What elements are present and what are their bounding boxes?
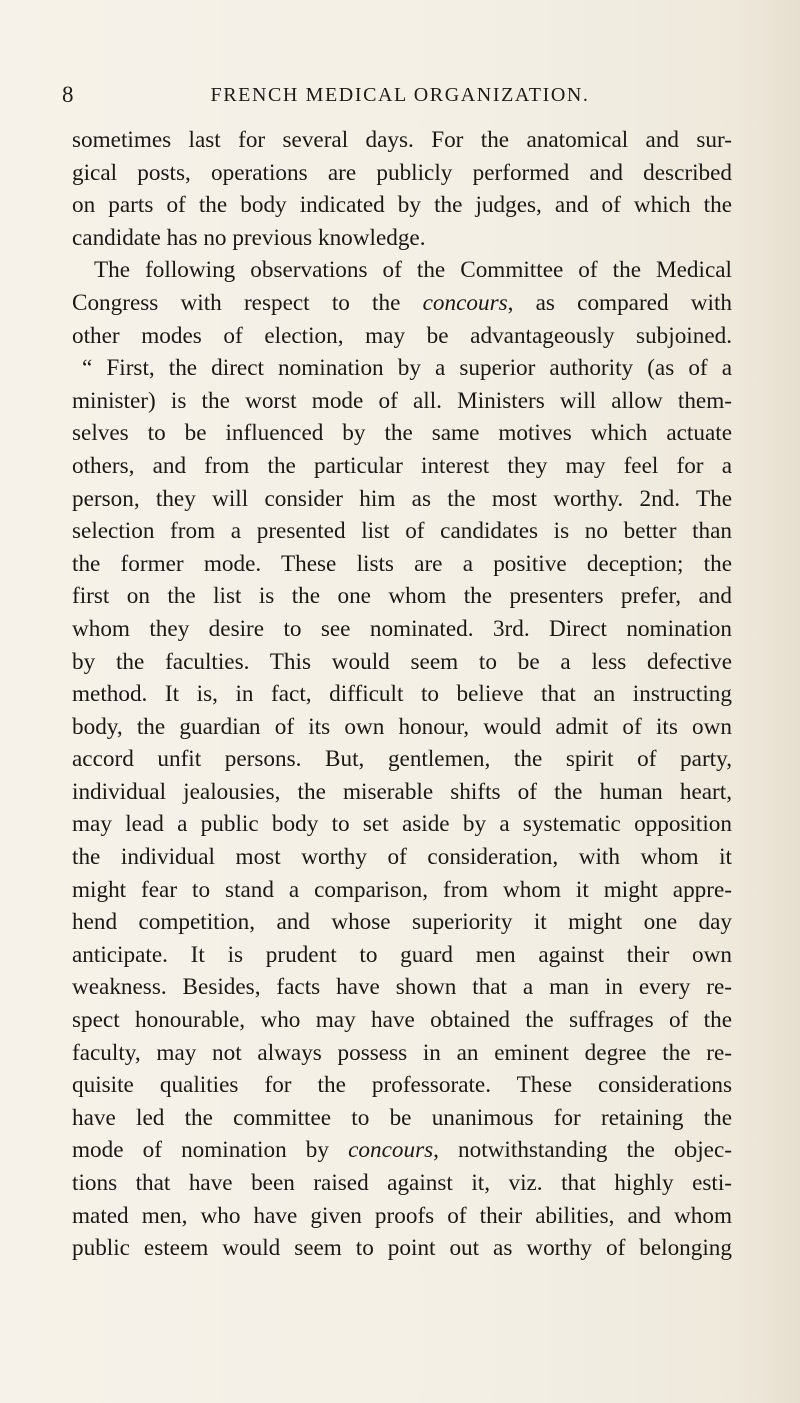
- text-line: [72, 287, 732, 320]
- text-line: may lead a public body to set aside by a systematic opposition: [72, 811, 732, 838]
- text-line: selection from a presented list of candidates is no better than: [72, 518, 732, 545]
- text-line: the individual most worthy of consideration, with whom it: [72, 844, 732, 871]
- text-line: other modes of election, may be advantageously subjoined.: [72, 322, 732, 349]
- text-segment: mode of nomination by: [72, 1137, 329, 1164]
- text-line: others, and from the particular interest they may feel for a: [72, 452, 732, 479]
- text-line: have led the committee to be unanimous for retaining the: [72, 1104, 732, 1131]
- text-line: sometimes last for several days. For the anatomical and sur-: [72, 127, 732, 153]
- text-line: first on the list is the one whom the presenters prefer, and: [72, 583, 732, 610]
- text-segment: , notwithstanding the objec-: [433, 1137, 732, 1164]
- text-segment: Congress with respect to the: [72, 289, 401, 316]
- text-line: tions that have been raised against it, viz. that highly esti-: [72, 1170, 732, 1196]
- text-line: weakness. Besides, facts have shown that a man in every re-: [72, 974, 732, 1001]
- text-line: faculty, may not always possess in an eminent degree the re-: [72, 1039, 732, 1066]
- text-line: person, they will consider him as the most worthy. 2nd. The: [72, 485, 732, 512]
- body-text: [72, 124, 732, 1265]
- page-header: [60, 80, 740, 114]
- text-segment: , as compared with: [507, 289, 733, 316]
- text-line: selves to be influenced by the same motives which actuate: [72, 420, 732, 447]
- text-line: spect honourable, who may have obtained the suffrages of the: [72, 1007, 732, 1034]
- text-line: gical posts, operations are publicly performed and described: [72, 159, 732, 186]
- text-line: individual jealousies, the miserable shifts of the human heart,: [72, 778, 732, 805]
- text-line: minister) is the worst mode of all. Ministers will allow them-: [72, 387, 732, 414]
- text-line: on parts of the body indicated by the judges, and of which the: [72, 192, 732, 219]
- text-line: accord unfit persons. But, gentlemen, the spirit of party,: [72, 746, 732, 773]
- text-line: public esteem would seem to point out as worthy of belonging: [72, 1235, 732, 1262]
- text-line: whom they desire to see nominated. 3rd. Direct nomination: [72, 615, 732, 642]
- italic-term: concours: [348, 1137, 434, 1164]
- text-line: the former mode. These lists are a positive deception; the: [72, 550, 732, 577]
- page-number: 8: [62, 82, 74, 107]
- text-line: “ First, the direct nomination by a superior authority (as of a: [82, 355, 732, 382]
- text-line: method. It is, in fact, difficult to believe that an instructing: [72, 681, 732, 708]
- text-line: candidate has no previous knowledge.: [72, 224, 426, 251]
- text-line: mated men, who have given proofs of their abilities, and whom: [72, 1202, 732, 1229]
- italic-term: concours: [422, 289, 508, 316]
- text-line: body, the guardian of its own honour, would admit of its own: [72, 713, 732, 740]
- text-line: quisite qualities for the professorate. These considerations: [72, 1072, 732, 1099]
- text-line: anticipate. It is prudent to guard men against their own: [72, 941, 732, 968]
- text-line: [72, 1134, 732, 1167]
- text-line: The following observations of the Committee of the Medical: [94, 257, 732, 284]
- text-line: by the faculties. This would seem to be a less defective: [72, 648, 732, 675]
- running-head: FRENCH MEDICAL ORGANIZATION.: [210, 84, 590, 106]
- text-line: might fear to stand a comparison, from whom it might appre-: [72, 876, 732, 903]
- text-line: hend competition, and whose superiority it might one day: [72, 909, 732, 936]
